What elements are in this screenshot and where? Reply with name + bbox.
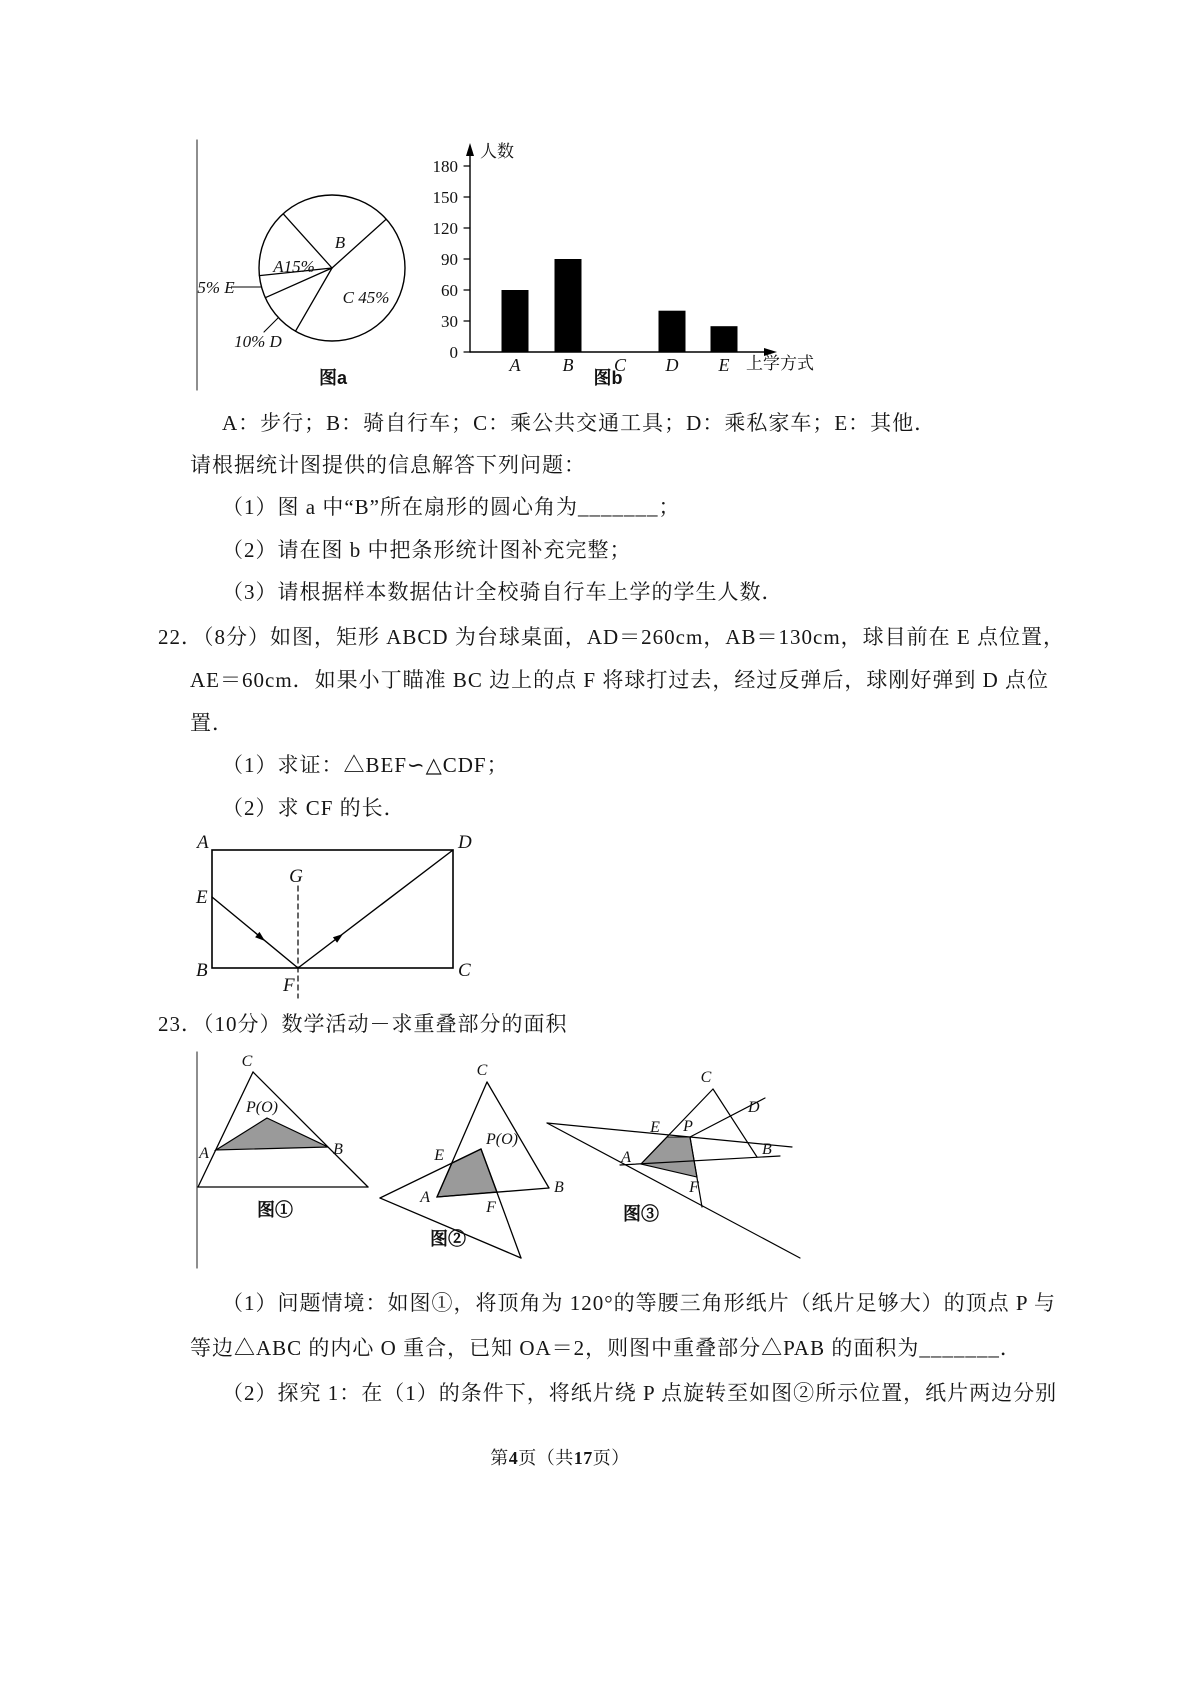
svg-text:A: A [509,355,521,375]
fig3-label-e: E [650,1119,660,1136]
svg-text:180: 180 [432,157,458,176]
footer-page-number: 4 [508,1448,519,1468]
arrow-fd-icon [333,934,343,943]
q23-line3: （2）探究 1：在（1）的条件下，将纸片绕 P 点旋转至如图②所示位置，纸片两边分别 [222,1381,1058,1405]
svg-text:D: D [665,355,679,375]
svg-text:120: 120 [432,219,458,238]
shaded-overlap-1 [216,1118,328,1150]
line-ef [212,897,298,968]
label-f: F [283,975,295,996]
page-footer [0,1444,1120,1470]
fig2-label-e: E [434,1147,444,1164]
svg-text:150: 150 [432,188,458,207]
fig1-label-b: B [333,1141,343,1158]
q22-part1: （1）求证：△BEF∽△CDF； [222,753,509,777]
q21-part2: （2）请在图 b 中把条形统计图补充完整； [222,538,632,562]
footer-prefix: 第 [490,1448,509,1468]
bar-ylabel: 人数 [480,142,514,161]
svg-text:30: 30 [441,312,458,331]
pie-label-c: C 45% [342,288,390,307]
fig3-label-c: C [700,1069,712,1086]
fig2-label-b: B [554,1179,564,1196]
fig2-caption: 图② [430,1229,466,1249]
svg-text:B: B [562,355,574,375]
q23-line2: 等边△ABC 的内心 O 重合，已知 OA＝2，则图中重叠部分△PAB 的面积为_______． [190,1336,1022,1360]
q22-line1: 22．（8分）如图，矩形 ABCD 为台球桌面，AD＝260cm，AB＝130cm，球目前在 E 点位置， [158,625,1065,649]
bar-series [502,259,738,352]
rect-abcd [212,850,453,968]
fig3-label-a: A [621,1149,631,1166]
fig2-label-c: C [476,1062,488,1079]
fig23-sub3 [547,1069,800,1258]
footer-suffix: 页） [592,1448,630,1468]
bar-caption: 图b [593,368,623,388]
y-axis-arrow-icon [466,143,474,156]
fig3-label-d: D [748,1099,760,1116]
fig23-diagram [197,1052,800,1268]
pie-leader-d [264,318,278,332]
fig2-label-f: F [486,1199,496,1216]
q23-line1: （1）问题情境：如图①，将顶角为 120°的等腰三角形纸片（纸片足够大）的顶点 P 与 [222,1291,1057,1315]
fig1-label-p: P(O) [246,1099,278,1116]
fig22-diagram [195,832,472,998]
label-d: D [458,832,472,853]
label-g: G [289,866,303,887]
svg-text:90: 90 [441,250,458,269]
svg-text:60: 60 [441,281,458,300]
fig1-side-left [198,1072,253,1187]
pie-label-a: A15% [273,257,315,276]
fig23-sub2 [380,1062,564,1258]
label-c: C [458,960,471,981]
svg-text:E: E [718,355,730,375]
fig2-paper-base [380,1198,521,1258]
q23-title: 23．（10分）数学活动－求重叠部分的面积 [158,1012,568,1036]
pie-chart [197,195,405,388]
fig2-label-p: P(O) [486,1131,518,1148]
fig1-label-c: C [241,1053,253,1070]
svg-text:C: C [613,355,627,375]
label-e: E [196,887,208,908]
label-a: A [197,832,209,853]
fig2-label-a: A [420,1189,430,1206]
bar-yticks [433,157,471,362]
bar-xlabel: 上学方式 [746,354,814,373]
q21-part1: （1）图 a 中“B”所在扇形的圆心角为_______； [222,495,681,519]
q22-part2: （2）求 CF 的长． [222,796,406,820]
shaded-overlap-3 [641,1137,697,1177]
bar-chart [433,142,815,388]
pie-caption: 图a [318,368,348,388]
footer-total-pages: 17 [573,1448,593,1468]
pie-label-d: 10% D [234,332,282,351]
pie-label-e: 5% E [197,278,235,297]
pie-label-b: B [334,233,346,252]
q22-line2: AE＝60cm．如果小丁瞄准 BC 边上的点 F 将球打过去，经过反弹后，球刚好弹到 D 点位 [190,668,1050,692]
fig3-caption: 图③ [623,1204,659,1224]
q22-line3: 置． [190,711,234,735]
footer-mid: 页（共 [518,1448,574,1468]
transport-legend: A：步行；B：骑自行车；C：乘公共交通工具；D：乘私家车；E：其他． [222,411,937,435]
svg-text:0: 0 [449,343,458,362]
intro-line: 请根据统计图提供的信息解答下列问题： [190,453,586,477]
fig1-caption: 图① [257,1200,293,1220]
fig3-label-p: P [683,1118,693,1135]
q21-part3: （3）请根据样本数据估计全校骑自行车上学的学生人数． [222,580,784,604]
label-b: B [196,960,208,981]
line-fd [298,850,453,968]
fig1-label-a: A [199,1145,209,1162]
fig3-label-b: B [762,1141,772,1158]
fig3-label-f: F [689,1179,699,1196]
stat-figure [197,140,814,390]
fig23-sub1 [198,1053,368,1220]
